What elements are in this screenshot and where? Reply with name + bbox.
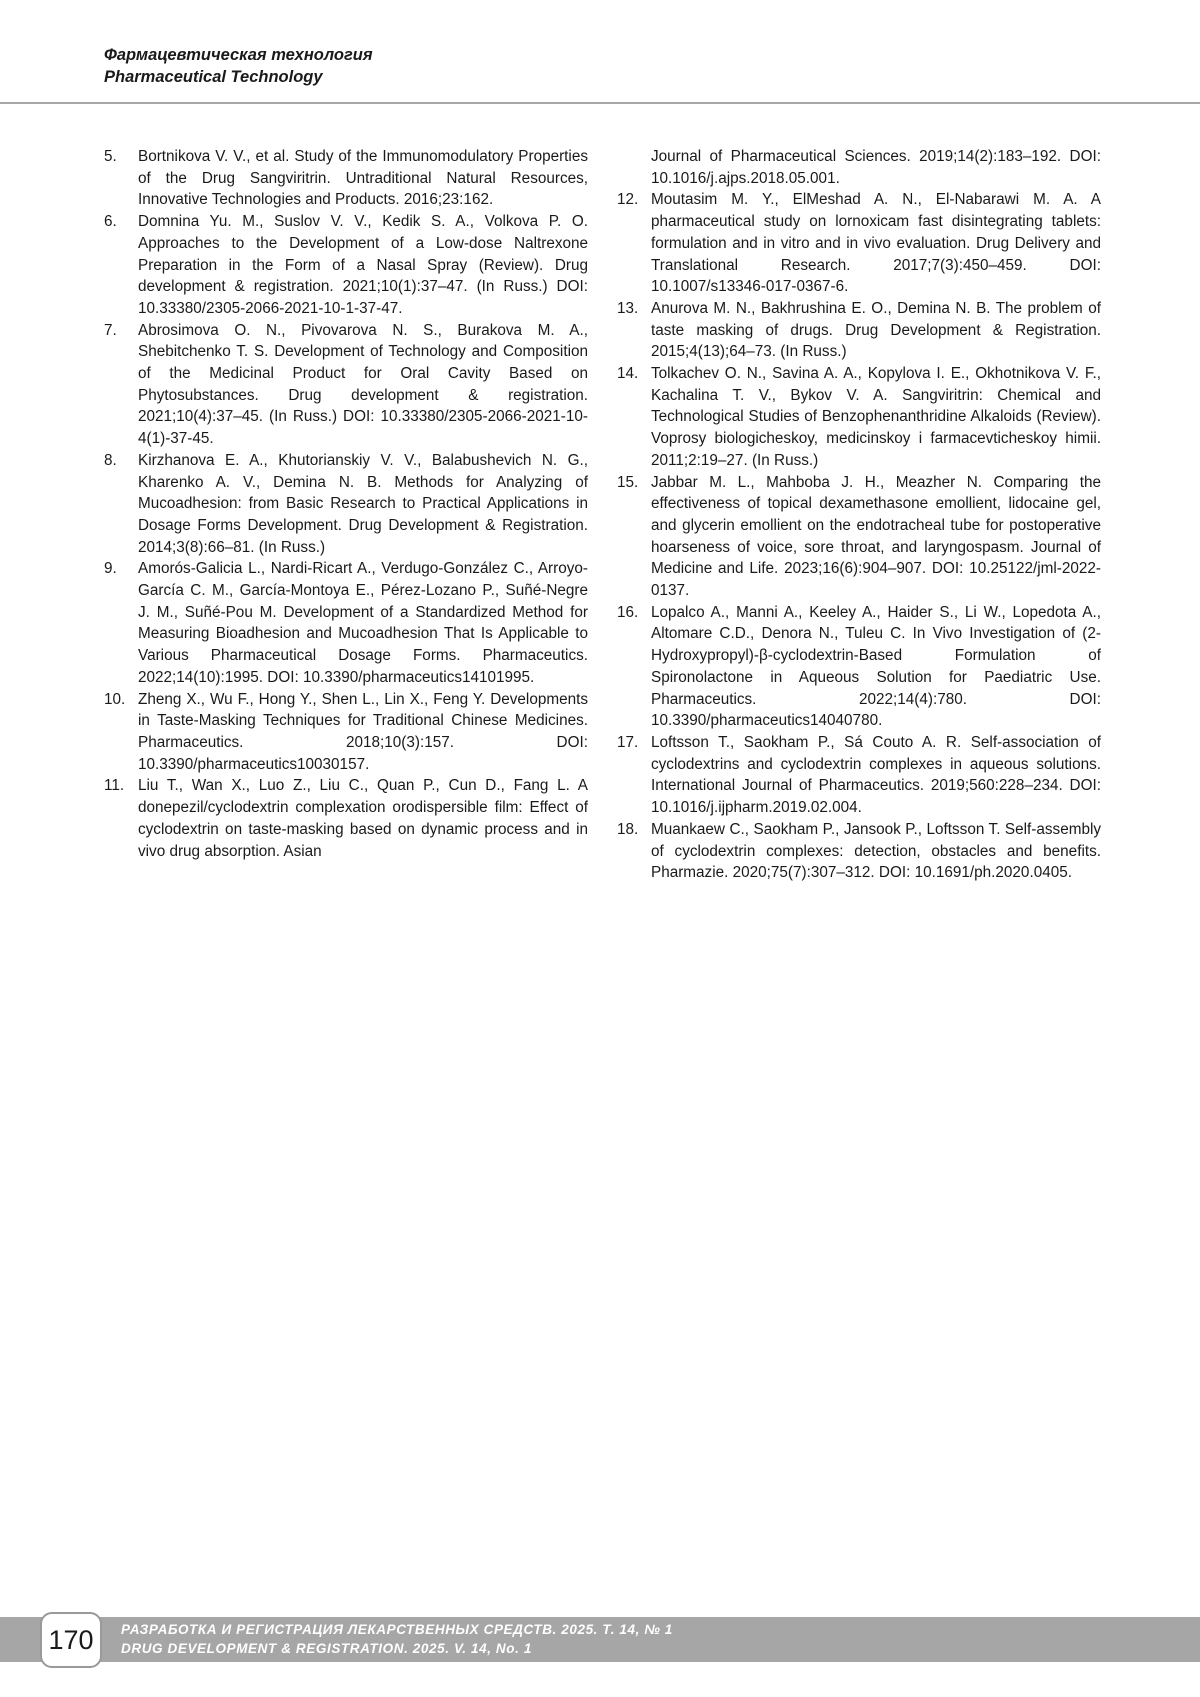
reference-item	[104, 450, 588, 559]
reference-number: 8.	[104, 451, 117, 469]
reference-text: Tolkachev O. N., Savina A. A., Kopylova I. E., Okhotnikova V. F., Kachalina T. V., Bykov V. A. Sangviritrin: Chemical and Technological Studies of Benzophenanthridine Alkaloids (Review). Voprosy biologicheskoy, medicinskoy i farmacevticheskoy himii. 2011;2:19–27. (In Russ.)	[651, 365, 1101, 469]
reference-number: 7.	[104, 321, 117, 339]
reference-item	[617, 298, 1101, 363]
reference-text: Loftsson T., Saokham P., Sá Couto A. R. Self-association of cyclodextrins and cyclodextrin complexes in aqueous solutions. International Journal of Pharmaceutics. 2019;560:228–234. DOI: 10.1016/j.ijpharm.2019.02.004.	[651, 733, 1101, 817]
reference-number: 9.	[104, 560, 117, 578]
reference-item	[617, 819, 1101, 884]
reference-number: 13.	[617, 299, 639, 317]
reference-number: 16.	[617, 603, 639, 621]
reference-item	[104, 320, 588, 450]
reference-text: Muankaew C., Saokham P., Jansook P., Loftsson T. Self-assembly of cyclodextrin complexes: detection, obstacles and benefits. Pharmazie. 2020;75(7):307–312. DOI: 10.1691/ph.2020.0405.	[651, 820, 1101, 882]
reference-item	[104, 775, 588, 862]
reference-item	[104, 689, 588, 776]
footer-journal-en: DRUG DEVELOPMENT & REGISTRATION. 2025. V. 14, No. 1	[121, 1641, 532, 1656]
reference-text: Domnina Yu. M., Suslov V. V., Kedik S. A., Volkova P. O. Approaches to the Development of a Low-dose Naltrexone Preparation in the Form of a Nasal Spray (Review). Drug development & registration. 2021;10(1):37–47. (In Russ.) DOI: 10.33380/2305-2066-2021-10-1-37-47.	[138, 213, 588, 317]
reference-text: Kirzhanova E. A., Khutorianskiy V. V., Balabushevich N. G., Kharenko A. V., Demina N. B. Methods for Analyzing of Mucoadhesion: from Basic Research to Practical Applications in Dosage Forms Development. Drug Development & Registration. 2014;3(8):66–81. (In Russ.)	[138, 451, 588, 556]
reference-item	[104, 211, 588, 320]
reference-item	[104, 558, 588, 688]
reference-number: 14.	[617, 365, 639, 383]
reference-item	[617, 472, 1101, 602]
reference-number: 6.	[104, 213, 117, 231]
reference-text: Anurova M. N., Bakhrushina E. O., Demina N. B. The problem of taste masking of drugs. Drug Development & Registration. 2015;4(13);64–73. (In Russ.)	[651, 299, 1101, 361]
reference-text: Bortnikova V. V., et al. Study of the Immunomodulatory Properties of the Drug Sangviritrin. Untraditional Natural Resources, Innovative Technologies and Products. 2016;23:162.	[138, 148, 588, 209]
reference-text: Moutasim M. Y., ElMeshad A. N., El-Nabarawi M. A. A pharmaceutical study on lornoxicam fast disintegrating tablets: formulation and in vitro and in vivo evaluation. Drug Delivery and Translational Research. 2017;7(3):450–459. DOI: 10.1007/s13346-017-0367-6.	[651, 191, 1101, 296]
section-title-ru: Фармацевтическая технология	[104, 46, 373, 64]
footer-journal-ru: РАЗРАБОТКА И РЕГИСТРАЦИЯ ЛЕКАРСТВЕННЫХ СРЕДСТВ. 2025. Т. 14, № 1	[121, 1622, 673, 1637]
reference-item	[617, 732, 1101, 819]
reference-item	[617, 602, 1101, 732]
reference-text: Zheng X., Wu F., Hong Y., Shen L., Lin X., Feng Y. Developments in Taste-Masking Techniques for Traditional Chinese Medicines. Pharmaceutics. 2018;10(3):157. DOI: 10.3390/pharmaceutics10030157.	[138, 690, 588, 773]
reference-number: 10.	[104, 690, 126, 708]
reference-item	[104, 146, 588, 211]
references-left-column	[104, 146, 588, 862]
reference-number: 17.	[617, 733, 639, 751]
reference-continuation	[617, 146, 1101, 189]
reference-item	[617, 363, 1101, 472]
reference-text: Liu T., Wan X., Luo Z., Liu C., Quan P., Cun D., Fang L. A donepezil/cyclodextrin complexation orodispersible film: Effect of cyclodextrin on taste-masking based on dynamic process and in vivo drug absorption. Asian	[138, 777, 588, 860]
reference-text: Journal of Pharmaceutical Sciences. 2019;14(2):183–192. DOI: 10.1016/j.ajps.2018.05.001.	[651, 148, 1101, 187]
header-divider	[0, 102, 1200, 104]
reference-text: Abrosimova O. N., Pivovarova N. S., Burakova M. A., Shebitchenko T. S. Development of Technology and Composition of the Medicinal Product for Oral Cavity Based on Phytosubstances. Drug development & registration. 2021;10(4):37–45. (In Russ.) DOI: 10.33380/2305-2066-2021-10-4(1)-37-45.	[138, 321, 588, 448]
page-number: 170	[40, 1612, 102, 1668]
reference-text: Jabbar M. L., Mahboba J. H., Meazher N. Comparing the effectiveness of topical dexamethasone emollient, lidocaine gel, and glycerin emollient on the endotracheal tube for postoperative hoarseness of voice, sore throat, and laryngospasm. Journal of Medicine and Life. 2023;16(6):904–907. DOI: 10.25122/jml-2022-0137.	[651, 473, 1101, 600]
reference-number: 15.	[617, 473, 639, 491]
reference-number: 5.	[104, 148, 117, 165]
page-header	[0, 0, 1200, 104]
reference-number: 11.	[104, 777, 125, 795]
reference-number: 12.	[617, 191, 639, 209]
reference-text: Lopalco A., Manni A., Keeley A., Haider S., Li W., Lopedota A., Altomare C.D., Denora N., Tuleu C. In Vivo Investigation of (2-Hydroxypropyl)-β-cyclodextrin-Based Formulation of Spironolactone in Aqueous Solution for Paediatric Use. Pharmaceutics. 2022;14(4):780. DOI: 10.3390/pharmaceutics14040780.	[651, 603, 1101, 730]
reference-text: Amorós-Galicia L., Nardi-Ricart A., Verdugo-González C., Arroyo-García C. M., García-Montoya E., Pérez-Lozano P., Suñé-Negre J. M., Suñé-Pou M. Development of a Standardized Method for Measuring Bioadhesion and Mucoadhesion That Is Applicable to Various Pharmaceutical Dosage Forms. Pharmaceutics. 2022;14(10):1995. DOI: 10.3390/pharmaceutics14101995.	[138, 560, 588, 686]
references-right-column	[617, 146, 1101, 884]
reference-item	[617, 189, 1101, 298]
section-title-en: Pharmaceutical Technology	[104, 68, 323, 86]
reference-number: 18.	[617, 820, 639, 838]
